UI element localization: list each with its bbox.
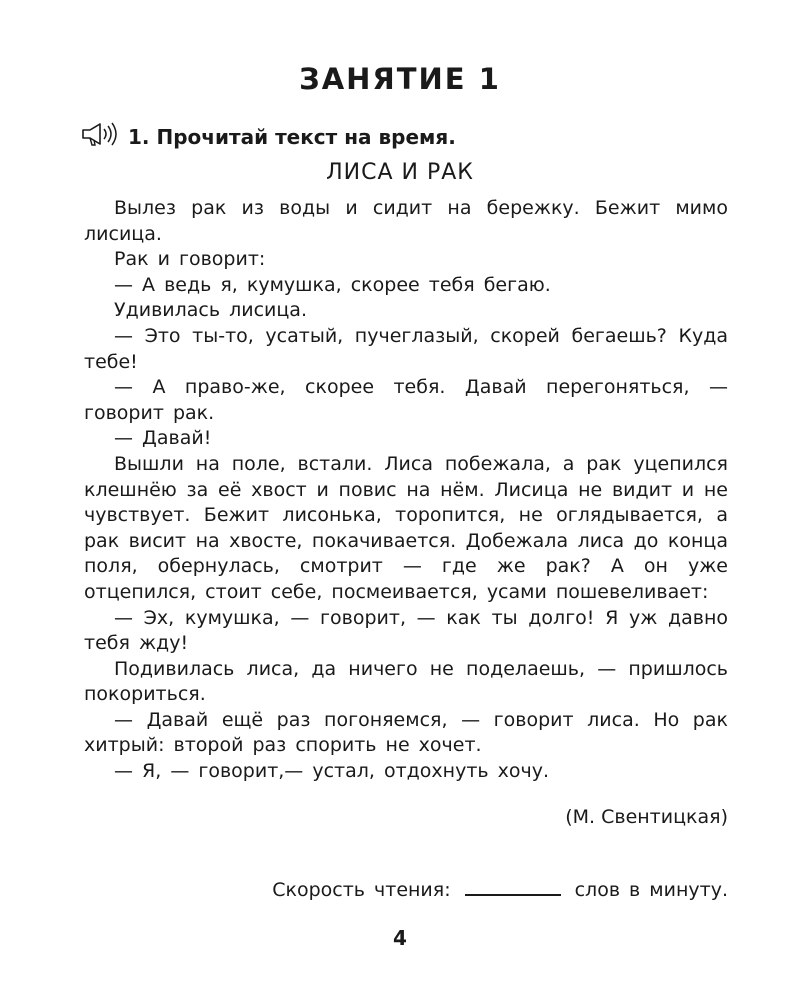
page-title: ЗАНЯТИЕ 1 xyxy=(299,62,501,96)
page-number: 4 xyxy=(393,926,407,950)
story-paragraph: — Эх, кумушка, — говорит, — как ты долго! Я уж давно тебя жду! xyxy=(84,606,728,655)
story-paragraph: Рак и говорит: xyxy=(114,248,266,271)
story-paragraph: Подивилась лиса, да ничего не поделаешь, — пришлось покориться. xyxy=(84,657,728,706)
story-paragraph: Вышли на поле, встали. Лиса побежала, а рак уцепился клешнёю за её хвост и повис на нём. Лисица не видит и не чувствует. Бежит лисонька, торопится, не оглядывается, а рак висит на хвосте, покачивается. Добежала лиса до конца поля, обернулась, смотрит — где же рак? А он уже отцепился, стоит себе, посмеивается, усами пошевеливает: xyxy=(84,452,728,603)
task-instruction xyxy=(80,121,456,152)
megaphone-icon xyxy=(80,121,128,152)
speed-answer-blank[interactable] xyxy=(465,876,561,896)
speed-unit: слов в минуту. xyxy=(574,879,728,901)
story-paragraph: — А ведь я, кумушка, скорее тебя бегаю. xyxy=(114,273,551,296)
story-text xyxy=(84,196,728,785)
speed-label: Скорость чтения: xyxy=(272,879,451,901)
story-title: ЛИСА И РАК xyxy=(326,160,474,185)
story-paragraph: — Я, — говорит,— устал, отдохнуть хочу. xyxy=(114,760,550,783)
story-paragraph: — Давай! xyxy=(114,427,212,450)
task-text: 1. Прочитай текст на время. xyxy=(128,124,456,149)
story-author: (М. Свентицкая) xyxy=(565,806,728,828)
story-paragraph: — Давай ещё раз погоняемся, — говорит лиса. Но рак хитрый: второй раз спорить не хочет. xyxy=(84,708,728,757)
story-paragraph: — А право-же, скорее тебя. Давай перегоняться, — говорит рак. xyxy=(84,376,728,424)
story-paragraph: — Это ты-то, усатый, пучеглазый, скорей бегаешь? Куда тебе! xyxy=(84,324,728,373)
reading-speed-line xyxy=(272,876,728,901)
story-paragraph: Вылез рак из воды и сидит на бережку. Бежит мимо лисица. xyxy=(84,197,728,245)
story-paragraph: Удивилась лисица. xyxy=(114,299,307,322)
